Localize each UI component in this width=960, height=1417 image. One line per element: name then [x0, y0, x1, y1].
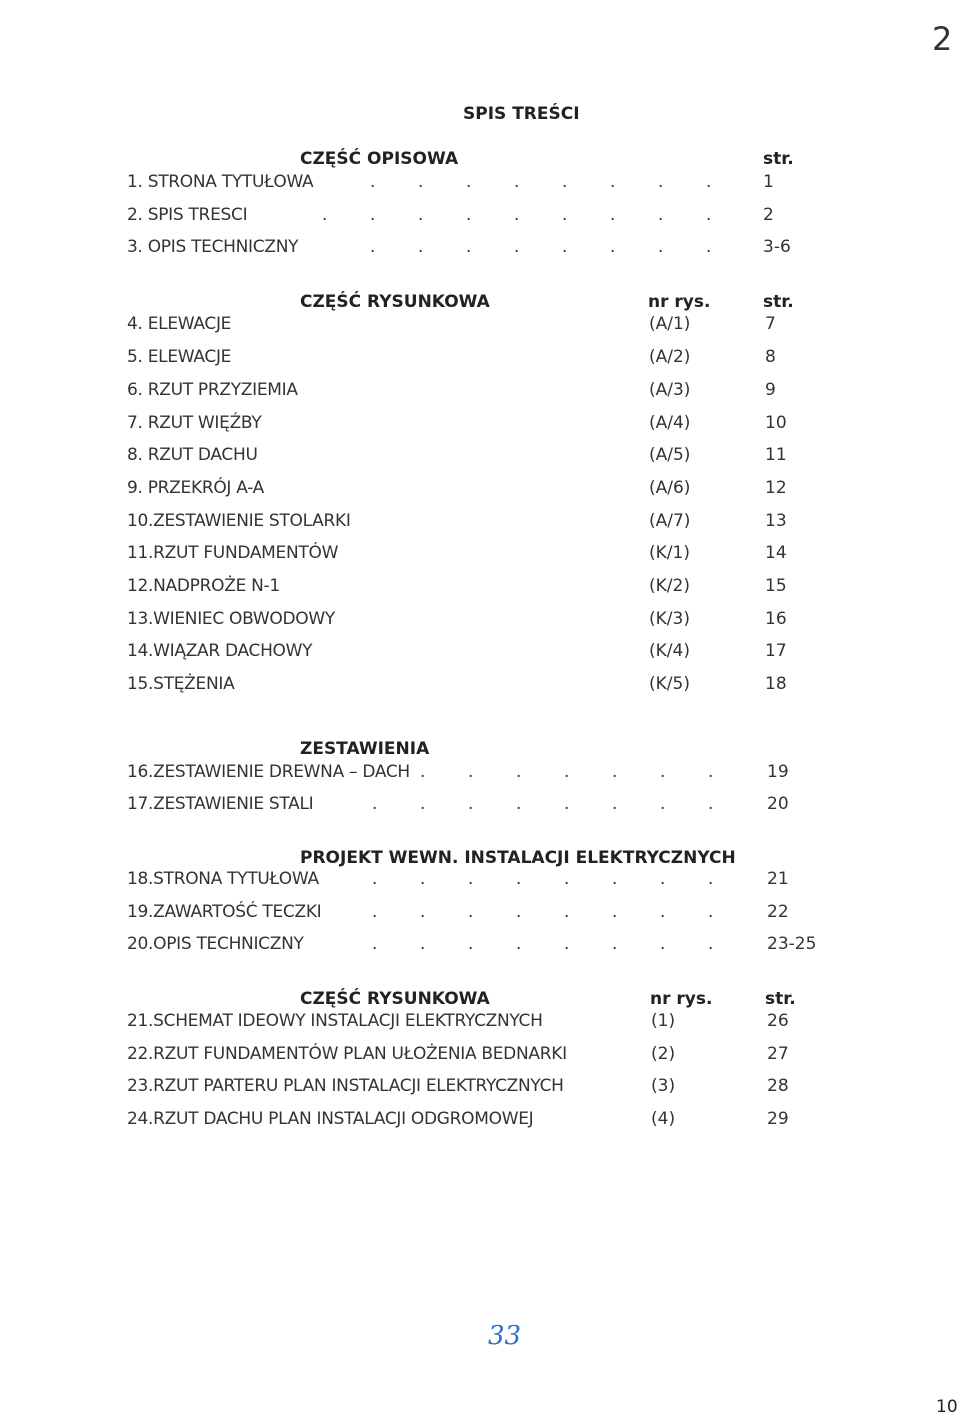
- toc-item-page: 27: [767, 1044, 789, 1064]
- toc-item-page: 11: [765, 445, 787, 465]
- toc-item-ref: (A/7): [649, 511, 691, 531]
- toc-item-ref: (A/4): [649, 413, 691, 433]
- toc-item-label: 9. PRZEKRÓJ A-A: [127, 478, 264, 498]
- toc-item-ref: (A/5): [649, 445, 691, 465]
- toc-item-label: 20.OPIS TECHNICZNY: [127, 934, 304, 954]
- column-header-ref: nr rys.: [650, 989, 713, 1009]
- toc-item-label: 23.RZUT PARTERU PLAN INSTALACJI ELEKTRYCZNYCH: [127, 1076, 564, 1096]
- toc-item-label: 21.SCHEMAT IDEOWY INSTALACJI ELEKTRYCZNYCH: [127, 1011, 543, 1031]
- toc-item-page: 10: [765, 413, 787, 433]
- toc-item-page: 2: [763, 205, 774, 225]
- toc-item-label: 7. RZUT WIĘŹBY: [127, 413, 262, 433]
- toc-item-page: 18: [765, 674, 787, 694]
- toc-item-label: 6. RZUT PRZYZIEMIA: [127, 380, 298, 400]
- toc-item-page: 7: [765, 314, 776, 334]
- toc-item-label: 1. STRONA TYTUŁOWA: [127, 172, 314, 192]
- toc-item-label: 12.NADPROŻE N-1: [127, 576, 280, 596]
- toc-item-ref: (K/5): [649, 674, 690, 694]
- toc-item-page: 14: [765, 543, 787, 563]
- toc-item-page: 17: [765, 641, 787, 661]
- toc-item-ref: (K/1): [649, 543, 690, 563]
- toc-item-page: 22: [767, 902, 789, 922]
- toc-item-ref: (K/3): [649, 609, 690, 629]
- toc-item-page: 15: [765, 576, 787, 596]
- toc-item-ref: (4): [651, 1109, 676, 1129]
- toc-item-page: 3-6: [763, 237, 791, 257]
- toc-item-label: 24.RZUT DACHU PLAN INSTALACJI ODGROMOWEJ: [127, 1109, 534, 1129]
- column-header-page: str.: [763, 149, 794, 169]
- toc-item-page: 16: [765, 609, 787, 629]
- toc-item-label: 2. SPIS TRESCI: [127, 205, 248, 225]
- toc-item-label: 10.ZESTAWIENIE STOLARKI: [127, 511, 351, 531]
- toc-item-label: 14.WIĄZAR DACHOWY: [127, 641, 313, 661]
- toc-item-ref: (K/4): [649, 641, 690, 661]
- toc-item-page: 28: [767, 1076, 789, 1096]
- corner-page-number: 2: [932, 20, 953, 58]
- toc-item-label: 18.STRONA TYTUŁOWA: [127, 869, 319, 889]
- section-heading-zestawienia: ZESTAWIENIA: [300, 739, 430, 759]
- toc-item-label: 17.ZESTAWIENIE STALI: [127, 794, 314, 814]
- toc-item-ref: (1): [651, 1011, 676, 1031]
- toc-item-page: 13: [765, 511, 787, 531]
- column-header-page: str.: [763, 292, 794, 312]
- toc-item-page: 29: [767, 1109, 789, 1129]
- toc-item-page: 19: [767, 762, 789, 782]
- toc-item-page: 9: [765, 380, 776, 400]
- toc-item-label: 13.WIENIEC OBWODOWY: [127, 609, 335, 629]
- section-heading-rysunkowa: CZĘŚĆ RYSUNKOWA: [300, 292, 490, 312]
- toc-item-label: 16.ZESTAWIENIE DREWNA – DACH: [127, 762, 410, 782]
- page-title: SPIS TREŚCI: [463, 104, 580, 124]
- toc-item-label: 22.RZUT FUNDAMENTÓW PLAN UŁOŻENIA BEDNARKI: [127, 1044, 567, 1064]
- toc-item-ref: (A/6): [649, 478, 691, 498]
- toc-item-page: 8: [765, 347, 776, 367]
- toc-item-label: 3. OPIS TECHNICZNY: [127, 237, 299, 257]
- toc-item-page: 20: [767, 794, 789, 814]
- toc-item-page: 1: [763, 172, 774, 192]
- toc-item-label: 5. ELEWACJE: [127, 347, 232, 367]
- section-heading-opisowa: CZĘŚĆ OPISOWA: [300, 149, 459, 169]
- section-heading-projekt: PROJEKT WEWN. INSTALACJI ELEKTRYCZNYCH: [300, 848, 736, 868]
- toc-item-ref: (A/3): [649, 380, 691, 400]
- handwritten-page-number: 33: [488, 1321, 522, 1351]
- toc-item-label: 19.ZAWARTOŚĆ TECZKI: [127, 902, 322, 922]
- toc-item-label: 15.STĘŻENIA: [127, 674, 235, 694]
- toc-item-ref: (2): [651, 1044, 676, 1064]
- toc-item-label: 11.RZUT FUNDAMENTÓW: [127, 543, 339, 563]
- section-heading-rysunkowa-elektr: CZĘŚĆ RYSUNKOWA: [300, 989, 490, 1009]
- toc-item-page: 26: [767, 1011, 789, 1031]
- toc-item-ref: (A/1): [649, 314, 691, 334]
- toc-item-label: 8. RZUT DACHU: [127, 445, 258, 465]
- column-header-page: str.: [765, 989, 796, 1009]
- toc-item-ref: (3): [651, 1076, 676, 1096]
- toc-item-page: 12: [765, 478, 787, 498]
- toc-item-ref: (A/2): [649, 347, 691, 367]
- toc-item-label: 4. ELEWACJE: [127, 314, 232, 334]
- column-header-ref: nr rys.: [648, 292, 711, 312]
- toc-item-page: 23-25: [767, 934, 817, 954]
- toc-item-ref: (K/2): [649, 576, 690, 596]
- toc-item-page: 21: [767, 869, 789, 889]
- footer-page-number: 10: [936, 1397, 958, 1417]
